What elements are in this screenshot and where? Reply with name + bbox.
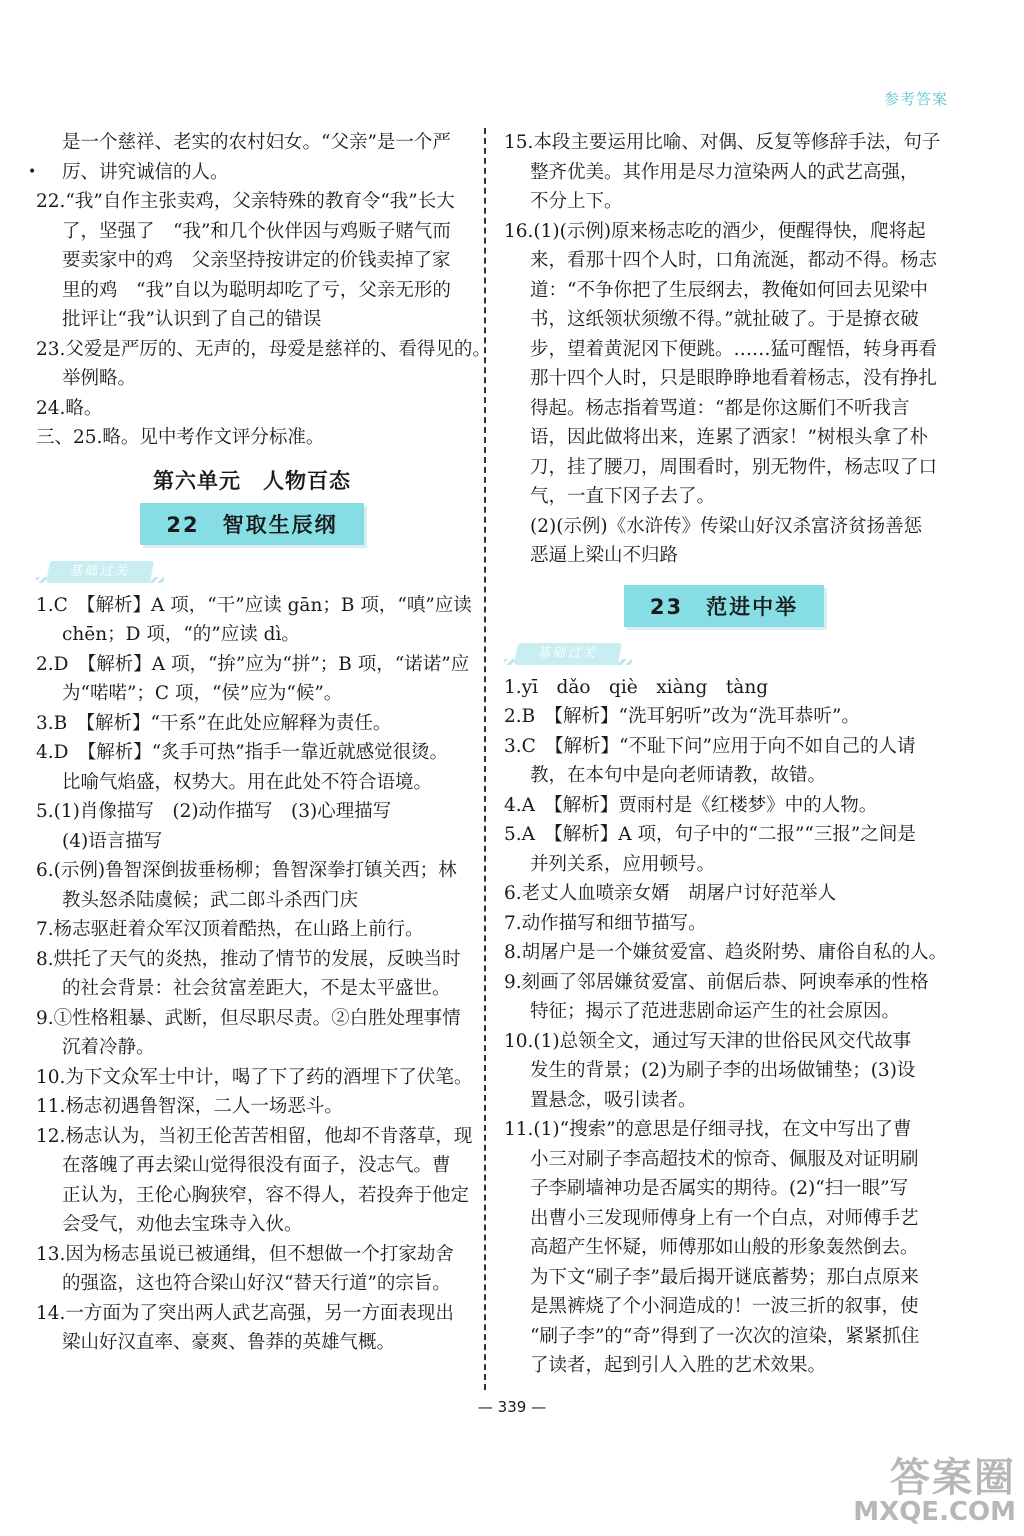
answer-line: 2.B 【解析】“洗耳躬听”改为“洗耳恭听”。 [504, 706, 860, 727]
answer-line: 7.动作描写和细节描写。 [504, 912, 707, 934]
answer-line: 11.(1)“搜索”的意思是仔细寻找，在文中写出了曹 [504, 1119, 912, 1140]
answer-line: 沉着冷静。 [62, 1037, 155, 1058]
answer-line: chēn；D 项，“的”应读 dì。 [62, 624, 300, 645]
answer-line: 特征；揭示了范进悲剧命运产生的社会原因。 [530, 1001, 901, 1022]
answer-line: 为“喏喏”；C 项，“侯”应为“候”。 [62, 683, 343, 704]
answer-line: 12.杨志认为，当初王伦苦苦相留，他却不肯落草，现 [36, 1125, 473, 1147]
answer-line: 11.杨志初遇鲁智深，二人一场恶斗。 [36, 1096, 343, 1117]
answer-line: 教，在本句中是向老师请教，故错。 [530, 765, 827, 786]
answer-line: 8.胡屠户是一个嫌贫爱富、趋炎附势、庸俗自私的人。 [504, 942, 948, 963]
answer-line: 书，这纸领状须缴不得。”就扯破了。于是撩衣破 [530, 309, 919, 330]
answer-line: 是黑裤烧了个小洞造成的！一波三折的叙事，使 [530, 1296, 919, 1317]
answer-line: (4)语言描写 [62, 830, 163, 852]
answer-line: 24.略。 [36, 397, 103, 419]
section-badge [36, 555, 468, 589]
watermark-logo [848, 1446, 1016, 1530]
answer-line: 3.C 【解析】“不耻下问”应用于向不如自己的人请 [504, 735, 916, 757]
answer-line: 语，因此做将出来，连累了洒家！”树根头拿了朴 [530, 427, 928, 448]
answer-line: 4.D 【解析】“炙手可热”指手一靠近就感觉很烫。 [36, 742, 449, 763]
page-number: — 339 — [477, 1398, 547, 1416]
answer-line: 正认为，王伦心胸狭窄，容不得人，若投奔于他定 [62, 1184, 470, 1206]
answer-line: 16.(1)(示例)原来杨志吃的酒少，便醒得快，爬将起 [504, 220, 926, 242]
answer-line: 13.因为杨志虽说已被通缉，但不想做一个打家劫舍 [36, 1243, 454, 1265]
lesson-heading [504, 585, 944, 627]
answer-line: 教头怒杀陆虞候；武二郎斗杀西门庆 [62, 889, 359, 911]
badge-label: 基础过关 [46, 561, 154, 583]
answer-line: 要卖家中的鸡 父亲坚持按讲定的价钱卖掉了家 [62, 250, 451, 271]
answer-line: 举例略。 [62, 368, 137, 389]
right-column [504, 128, 948, 1381]
answer-line: 置悬念，吸引读者。 [530, 1089, 697, 1111]
answer-line: 10.为下文众军士中计，喝了下了药的酒埋下了伏笔。 [36, 1066, 473, 1088]
answer-line: 高超产生怀疑，师傅那如山般的形象轰然倒去。 [530, 1237, 919, 1258]
lesson-title: 23 范进中举 [624, 585, 824, 627]
badge-label: 基础过关 [514, 643, 622, 665]
answer-line: 来，看那十四个人时，口角流涎，都动不得。杨志 [530, 250, 938, 271]
answer-line: 整齐优美。其作用是尽力渲染两人的武艺高强， [530, 161, 919, 183]
answer-line: 6.(示例)鲁智深倒拔垂杨柳；鲁智深拳打镇关西；林 [36, 860, 457, 881]
answer-line: 步，望着黄泥冈下便跳。……猛可醒悟，转身再看 [530, 338, 938, 360]
answer-line: 会受气，劝他去宝珠寺入伙。 [62, 1214, 303, 1235]
section-badge [504, 637, 944, 671]
answer-line: 2.D 【解析】A 项，“拚”应为“拼”；B 项，“诺诺”应 [36, 653, 470, 675]
answer-line: 子李刷墙神功是否属实的期待。(2)“扫一眼”写 [530, 1178, 909, 1199]
answer-line: 4.A 【解析】贾雨村是《红楼梦》中的人物。 [504, 794, 878, 816]
answer-line: 刀，挂了腰刀，周围看时，别无物件，杨志叹了口 [530, 456, 938, 478]
answer-line: 6.老丈人血喷亲女婿 胡屠户讨好范举人 [504, 883, 837, 904]
watermark-site: MXQE.COM [853, 1497, 1016, 1527]
answer-line: 14.一方面为了突出两人武艺高强，另一方面表现出 [36, 1302, 454, 1324]
answer-line: 梁山好汉直率、豪爽、鲁莽的英雄气概。 [62, 1332, 396, 1353]
answer-line: 在落魄了再去梁山觉得很没有面子，没志气。曹 [62, 1155, 451, 1176]
answer-line: 的强盗，这也符合梁山好汉“替天行道”的宗旨。 [62, 1273, 451, 1294]
answer-line: 恶逼上梁山不归路 [530, 545, 679, 566]
answer-line: 批评让“我”认识到了自己的错误 [62, 309, 322, 330]
answer-line: 得起。杨志指着骂道：“都是你这厮们不听我言 [530, 397, 910, 419]
header-section-tag: 参考答案 [883, 90, 948, 108]
answer-line: 7.杨志驱赶着众军汉顶着酷热，在山路上前行。 [36, 919, 424, 940]
answer-line: 1.C 【解析】A 项，“干”应读 gān；B 项，“嗔”应读 [36, 594, 472, 616]
answer-line: 并列关系，应用顿号。 [530, 853, 716, 875]
answer-line: 道：“不争你把了生辰纲去，教俺如何回去见梁中 [530, 279, 928, 301]
answer-line [28, 158, 468, 188]
answer-line: 10.(1)总领全文，通过写天津的世俗民风交代故事 [504, 1030, 912, 1052]
answer-line: 23.父爱是严厉的、无声的，母爱是慈祥的、看得见的。 [36, 338, 491, 360]
lesson-title: 22 智取生辰纲 [140, 503, 363, 545]
answer-line: 3.B 【解析】“干系”在此处应解释为责任。 [36, 712, 392, 734]
answer-line: 不分上下。 [530, 191, 623, 212]
answer-line: 气，一直下冈子去了。 [530, 486, 716, 507]
margin-mark: • [28, 163, 37, 180]
answer-line: 发生的背景；(2)为刷子李的出场做铺垫；(3)设 [530, 1060, 916, 1081]
answer-line: 5.A 【解析】A 项，句子中的“二报”“三报”之间是 [504, 824, 916, 845]
answer-line: 9.①性格粗暴、武断，但尽职尽责。②白胜处理事情 [36, 1007, 461, 1029]
lesson-heading [36, 503, 468, 545]
answer-line: 比喻气焰盛，权势大。用在此处不符合语境。 [62, 771, 433, 793]
answer-line: 15.本段主要运用比喻、对偶、反复等修辞手法，句子 [504, 132, 941, 153]
left-column [28, 128, 491, 1358]
answer-line: 5.(1)肖像描写 (2)动作描写 (3)心理描写 [36, 801, 392, 822]
answer-line: 三、25.略。见中考作文评分标准。 [36, 427, 325, 448]
answer-line: “刷子李”的“奇”得到了一次次的渲染，紧紧抓住 [530, 1325, 920, 1347]
answer-line-text: 厉、讲究诚信的人。 [62, 161, 229, 183]
answer-line: 9.刻画了邻居嫌贫爱富、前倨后恭、阿谀奉承的性格 [504, 971, 929, 993]
answer-line: 了，坚强了 “我”和几个伙伴因与鸡贩子赌气而 [62, 220, 451, 242]
answer-line: 22.“我”自作主张卖鸡，父亲特殊的教育令“我”长大 [36, 191, 455, 212]
watermark-title: 答案圈 [890, 1455, 1016, 1501]
answer-line: 8.烘托了天气的炎热，推动了情节的发展，反映当时 [36, 948, 461, 970]
answer-line: 出曹小三发现师傅身上有一个白点，对师傅手艺 [530, 1207, 919, 1229]
answer-line: 里的鸡 “我”自以为聪明却吃了亏，父亲无形的 [62, 279, 451, 301]
answer-line: 了读者，起到引人入胜的艺术效果。 [530, 1355, 827, 1376]
answer-line: 那十四个人时，只是眼睁睁地看着杨志，没有挣扎 [530, 368, 938, 389]
answer-line: 小三对刷子李高超技术的惊奇、佩服及对证明刷 [530, 1148, 919, 1170]
answer-line: 为下文“刷子李”最后揭开谜底蓄势；那白点原来 [530, 1266, 919, 1288]
answer-line: 1.yī dǎo qiè xiàng tàng [504, 676, 769, 698]
answer-line: 的社会背景：社会贫富差距大，不是太平盛世。 [62, 978, 451, 999]
unit-title: 第六单元 人物百态 [153, 468, 351, 493]
answer-line: 是一个慈祥、老实的农村妇女。“父亲”是一个严 [62, 132, 451, 153]
answer-line: (2)(示例)《水浒传》传梁山好汉杀富济贫扬善惩 [530, 515, 923, 537]
column-divider [484, 128, 486, 1390]
